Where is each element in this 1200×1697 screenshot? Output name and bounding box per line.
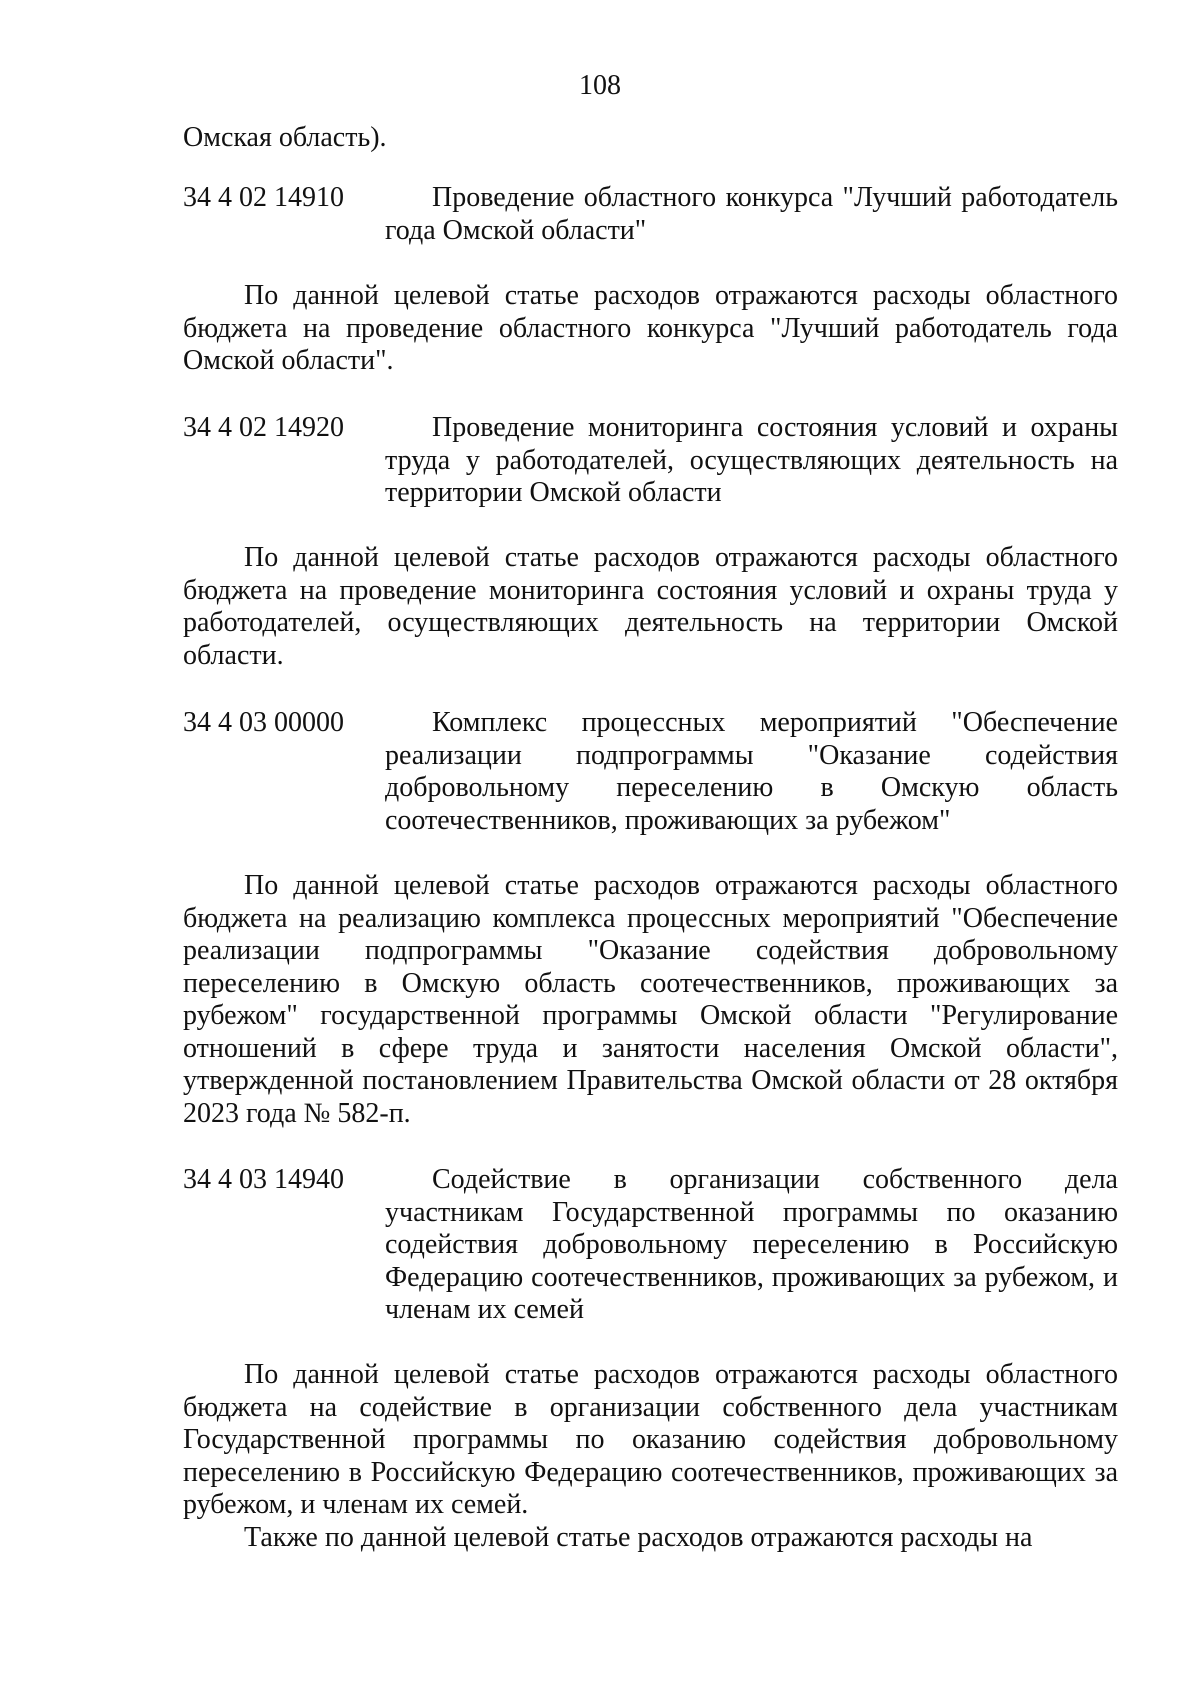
page-number: 108 bbox=[579, 70, 621, 101]
entry-code: 34 4 03 00000 bbox=[183, 707, 344, 738]
entry-description: По данной целевой статье расходов отражаются расходы областного бюджета на проведение областного конкурса "Лучший работодатель года Омской области". bbox=[183, 280, 1118, 376]
entry-code: 34 4 02 14910 bbox=[183, 182, 344, 213]
entry-title: Содействие в организации собственного дела участникам Государственной программы по оказанию содействия добровольному переселению в Российскую Федерацию соотечественников, проживающих за рубежом, и членам их семей bbox=[385, 1164, 1118, 1325]
fragment-top: Омская область). bbox=[183, 122, 387, 153]
entry-description: По данной целевой статье расходов отражаются расходы областного бюджета на реализацию комплекса процессных мероприятий "Обеспечение реализации подпрограммы "Оказание содействия добровольному переселению в Омскую область соотечественников, проживающих за рубежом" государственной программы Омской области "Регулирование отношений в сфере труда и занятости населения Омской области", утвержденной постановлением Правительства Омской области от 28 октября 2023 года № 582-п. bbox=[183, 870, 1118, 1129]
entry-code: 34 4 02 14920 bbox=[183, 412, 344, 443]
entry-code: 34 4 03 14940 bbox=[183, 1164, 344, 1195]
entry-description: По данной целевой статье расходов отражаются расходы областного бюджета на проведение мониторинга состояния условий и охраны труда у работодателей, осуществляющих деятельность на территории Омской области. bbox=[183, 542, 1118, 671]
entry-description: По данной целевой статье расходов отражаются расходы областного бюджета на содействие в организации собственного дела участникам Государственной программы по оказанию содействия добровольному переселению в Российскую Федерацию соотечественников, проживающих за рубежом, и членам их семей. bbox=[183, 1359, 1118, 1520]
entry-title: Проведение областного конкурса "Лучший работодатель года Омской области" bbox=[385, 182, 1118, 246]
entry-title: Проведение мониторинга состояния условий и охраны труда у работодателей, осуществляющих деятельность на территории Омской области bbox=[385, 412, 1118, 508]
entry-extra-text: Также по данной целевой статье расходов отражаются расходы на bbox=[244, 1522, 1033, 1553]
entry-title: Комплекс процессных мероприятий "Обеспечение реализации подпрограммы "Оказание содействия добровольному переселению в Омскую область соотечественников, проживающих за рубежом" bbox=[385, 707, 1118, 836]
